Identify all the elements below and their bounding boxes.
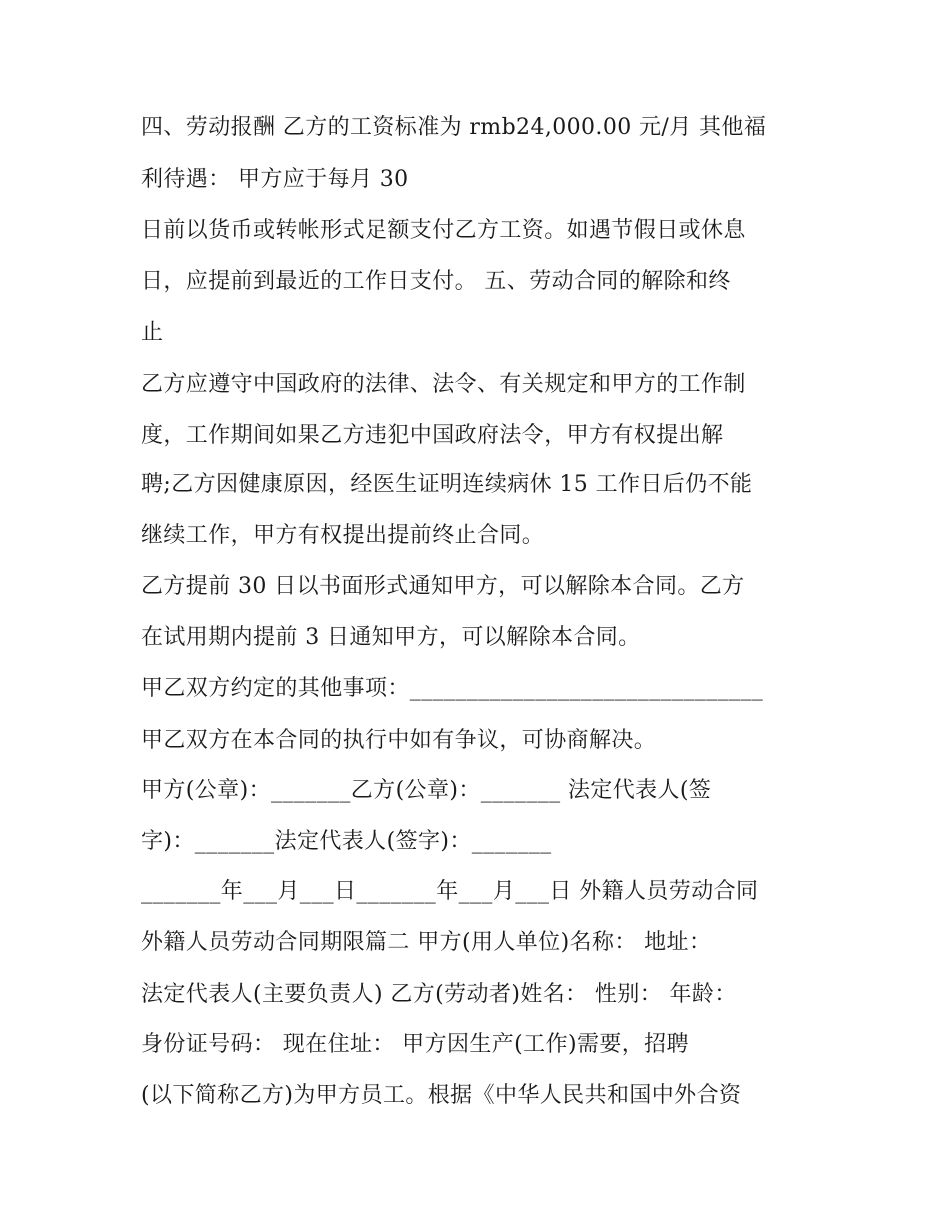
text-line: 日，应提前到最近的工作日支付。 五、劳动合同的解除和终	[141, 269, 731, 294]
text-line: 四、劳动报酬 乙方的工资标准为 rmb24,000.00 元/月 其他福	[141, 115, 767, 140]
text-line: 利待遇： 甲方应于每月 30	[141, 167, 409, 192]
text-line: 继续工作，甲方有权提出提前终止合同。	[141, 523, 545, 548]
text-line: 甲方(公章)：_______乙方(公章)：_______ 法定代表人(签	[141, 778, 712, 803]
text-line: 字)：_______法定代表人(签字)：_______	[141, 829, 552, 854]
text-line: 身份证号码： 现在住址： 甲方因生产(工作)需要，招聘	[141, 1032, 689, 1057]
text-line: 甲乙双方约定的其他事项：_______________________________	[141, 676, 764, 701]
text-line: 外籍人员劳动合同期限篇二 甲方(用人单位)名称： 地址：	[141, 930, 712, 955]
text-line: 度，工作期间如果乙方违犯中国政府法令，甲方有权提出解	[141, 423, 724, 448]
text-line: 聘;乙方因健康原因，经医生证明连续病休 15 工作日后仍不能	[141, 472, 753, 497]
text-line: (以下简称乙方)为甲方员工。根据《中华人民共和国中外合资	[141, 1083, 742, 1108]
text-line: 日前以货币或转帐形式足额支付乙方工资。如遇节假日或休息	[141, 218, 746, 243]
text-line: 乙方应遵守中国政府的法律、法令、有关规定和甲方的工作制	[141, 372, 746, 397]
text-line: 止	[141, 320, 164, 345]
text-line: 法定代表人(主要负责人) 乙方(劳动者)姓名： 性别： 年龄：	[141, 982, 737, 1007]
text-line: 乙方提前 30 日以书面形式通知甲方，可以解除本合同。乙方	[141, 574, 745, 599]
text-line: 甲乙双方在本合同的执行中如有争议，可协商解决。	[141, 728, 657, 753]
text-line: 在试用期内提前 3 日通知甲方，可以解除本合同。	[141, 625, 641, 650]
text-line: _______年___月___日_______年___月___日 外籍人员劳动合同	[141, 879, 759, 904]
